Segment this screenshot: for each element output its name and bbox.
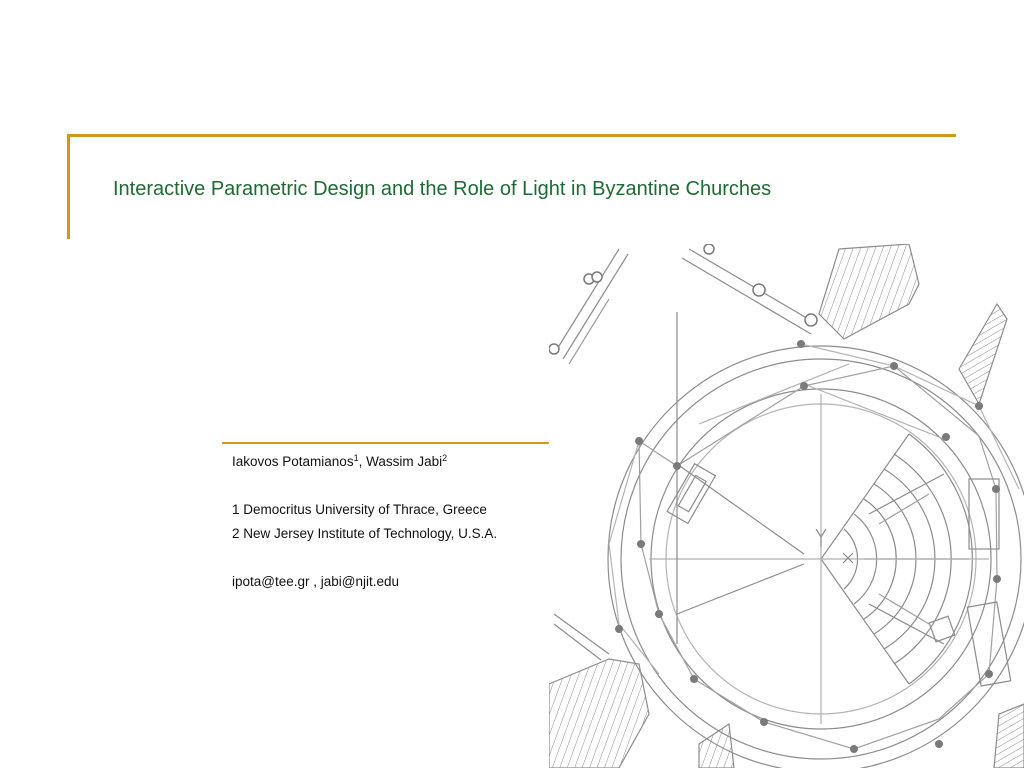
- author-2-name: Wassim Jabi: [366, 454, 443, 469]
- title-rule-vertical: [67, 134, 70, 239]
- spacer: [232, 546, 552, 570]
- church-plan-figure: [549, 244, 1024, 768]
- author-separator: ,: [358, 454, 367, 469]
- affiliation-2: 2 New Jersey Institute of Technology, U.S.A.: [232, 526, 498, 541]
- church-plan-drawing: [549, 244, 1024, 768]
- author-1-affiliation-mark: 1: [353, 453, 359, 463]
- slide-title: Interactive Parametric Design and the Role of Light in Byzantine Churches: [113, 178, 772, 200]
- author-1-name: Iakovos Potamianos: [232, 454, 354, 469]
- author-2-affiliation-mark: 2: [442, 453, 448, 463]
- spacer: [232, 474, 552, 498]
- author-block: [232, 450, 552, 594]
- title-rule-horizontal: [67, 134, 956, 137]
- affiliation-1: 1 Democritus University of Thrace, Greece: [232, 502, 487, 517]
- author-line: [232, 450, 552, 474]
- author-rule: [222, 442, 550, 444]
- author-emails: ipota@tee.gr , jabi@njit.edu: [232, 574, 400, 589]
